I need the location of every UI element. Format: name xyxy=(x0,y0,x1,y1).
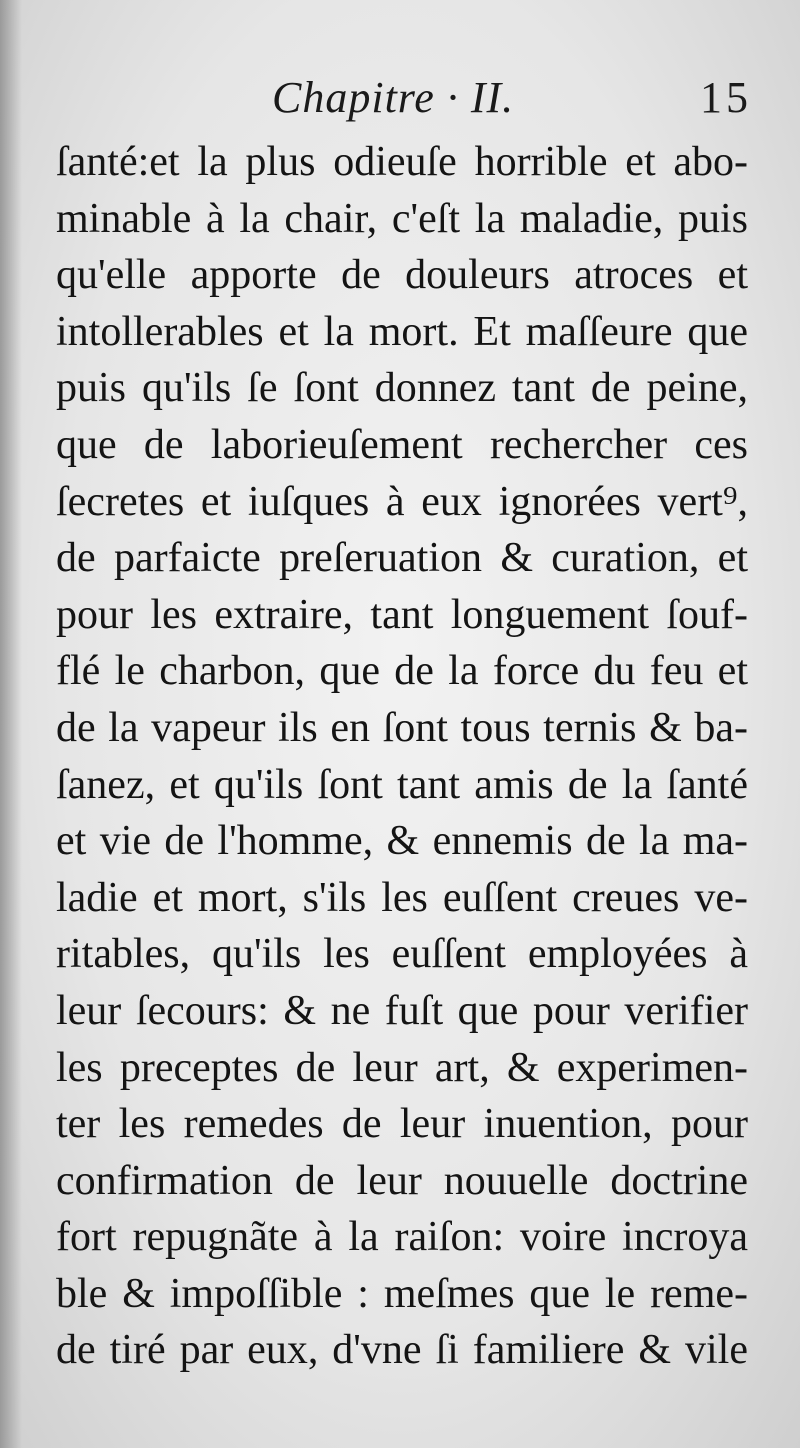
text-line: confirmation de leur nouuelle doctrine xyxy=(56,1157,748,1204)
text-line: ritables, qu'ils les euſſent employées à xyxy=(56,931,748,978)
text-line: de la vapeur ils en ſont tous ternis & ba- xyxy=(56,704,748,751)
text-line: intollerables et la mort. Et maſſeure que xyxy=(56,308,748,355)
text-line: de tiré par eux, d'vne ſi familiere & vile xyxy=(56,1327,748,1374)
text-line: pour les extraire, tant longuement ſouf- xyxy=(56,591,748,638)
text-line: puis qu'ils ſe ſont donnez tant de peine, xyxy=(56,365,748,412)
page-gutter-shadow xyxy=(0,0,22,1448)
text-line: ble & impoſſible : meſmes que le reme- xyxy=(56,1270,748,1317)
text-line: flé le charbon, que de la force du feu et xyxy=(56,648,748,695)
text-line: les preceptes de leur art, & experimen- xyxy=(56,1044,748,1091)
running-title: Chapitre · II. xyxy=(272,73,515,122)
text-line: que de laborieuſement rechercher ces xyxy=(56,421,748,468)
text-line: ſecretes et iuſques à eux ignorées vert⁹, xyxy=(56,478,748,525)
text-line: de parfaicte preſeruation & curation, et xyxy=(56,535,748,582)
page-number: 15 xyxy=(700,73,752,122)
text-line: qu'elle apporte de douleurs atroces et xyxy=(56,252,748,299)
text-line: ſanez, et qu'ils ſont tant amis de la ſanté xyxy=(56,761,748,808)
text-line: et vie de l'homme, & ennemis de la ma- xyxy=(56,818,748,865)
text-line: leur ſecours: & ne fuſt que pour verifier xyxy=(56,987,748,1034)
text-line: minable à la chair, c'eſt la maladie, puis xyxy=(56,195,748,242)
text-line: fort repugnãte à la raiſon: voire incroya xyxy=(56,1214,748,1261)
body-text xyxy=(56,134,748,1379)
text-line: ſanté:et la plus odieuſe horrible et abo- xyxy=(56,139,748,185)
text-line: ter les remedes de leur inuention, pour xyxy=(56,1101,748,1148)
text-line: ladie et mort, s'ils les euſſent creues ve- xyxy=(56,874,748,921)
page-header xyxy=(0,72,800,132)
